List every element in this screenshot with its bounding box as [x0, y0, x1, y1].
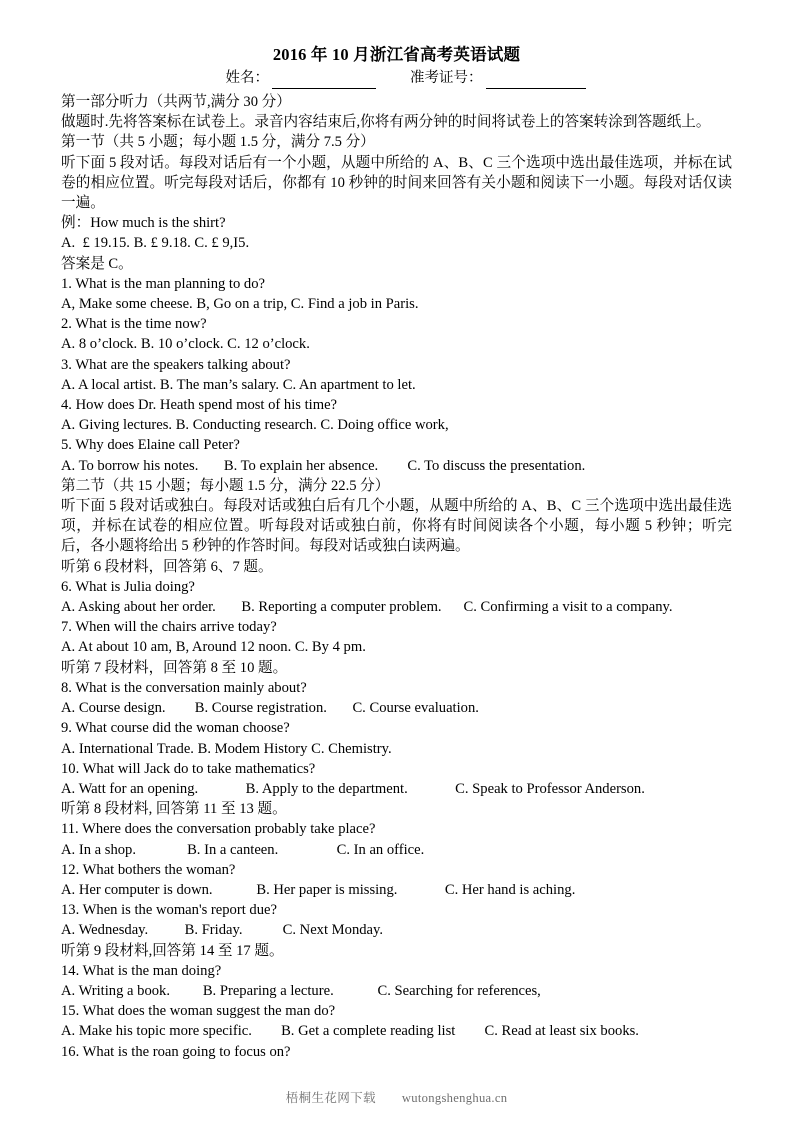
question-7-options: A. At about 10 am, B, Around 12 noon. C. By 4 pm. — [61, 639, 366, 656]
student-id-row — [61, 68, 732, 89]
question-14: 14. What is the man doing? — [61, 962, 222, 979]
question-1-options: A, Make some cheese. B, Go on a trip, C. Find a job in Paris. — [61, 296, 419, 313]
question-10: 10. What will Jack do to take mathematics? — [61, 760, 316, 777]
question-1: 1. What is the man planning to do? — [61, 275, 266, 292]
question-13: 13. When is the woman's report due? — [61, 902, 277, 919]
material-6-note: 听第 6 段材料，回答第 6、7 题。 — [61, 558, 273, 575]
question-4-options: A. Giving lectures. B. Conducting research. C. Doing office work, — [61, 417, 449, 434]
question-8: 8. What is the conversation mainly about? — [61, 679, 307, 696]
question-9-options: A. International Trade. B. Modem History C. Chemistry. — [61, 740, 392, 757]
question-8-options: A. Course design. B. Course registration. C. Course evaluation. — [61, 700, 479, 717]
question-3-options: A. A local artist. B. The man’s salary. C. An apartment to let. — [61, 376, 416, 393]
question-4: 4. How does Dr. Heath spend most of his time? — [61, 397, 338, 414]
material-8-note: 听第 8 段材料, 回答第 11 至 13 题。 — [61, 801, 287, 818]
question-11: 11. Where does the conversation probably take place? — [61, 821, 376, 838]
question-16: 16. What is the roan going to focus on? — [61, 1043, 291, 1060]
footer-site-url: wutongshenghua.cn — [401, 1091, 508, 1105]
question-15-options: A. Make his topic more specific. B. Get a complete reading list C. Read at least six books. — [61, 1023, 639, 1040]
example-answer: 答案是 C。 — [61, 255, 133, 272]
question-14-options: A. Writing a book. B. Preparing a lecture. C. Searching for references, — [61, 982, 541, 999]
question-5-options: A. To borrow his notes. B. To explain her absence. C. To discuss the presentation. — [61, 457, 586, 474]
name-field — [226, 68, 377, 89]
question-11-options: A. In a shop. B. In a canteen. C. In an office. — [61, 841, 425, 858]
exam-number-field — [410, 68, 586, 89]
question-3: 3. What are the speakers talking about? — [61, 356, 291, 373]
exam-number-field-label: 准考证号： — [410, 70, 483, 86]
material-7-note: 听第 7 段材料，回答第 8 至 10 题。 — [61, 659, 288, 676]
section2-instruction: 听下面 5 段对话或独白。每段对话或独白后有几个小题，从题中所给的 A、B、C 三个选项中选出最佳选项，并标在试卷的相应位置。听每段对话或独白前，你将有时间阅读各个小题，每小题 5 秒钟；听完后，各小题将给出 5 秒钟的作答时间。每段对话或独白读两遍。 — [61, 498, 732, 555]
question-6: 6. What is Julia doing? — [61, 578, 195, 595]
question-9: 9. What course did the woman choose? — [61, 720, 290, 737]
question-6-options: A. Asking about her order. B. Reporting a computer problem. C. Confirming a visit to a company. — [61, 599, 673, 616]
question-2-options: A. 8 o’clock. B. 10 o’clock. C. 12 o’clock. — [61, 336, 310, 353]
material-9-note: 听第 9 段材料,回答第 14 至 17 题。 — [61, 942, 284, 959]
page-footer — [0, 1087, 793, 1106]
question-15: 15. What does the woman suggest the man do? — [61, 1003, 336, 1020]
example-question: 例：How much is the shirt? — [61, 215, 226, 232]
section1-heading: 第一节（共 5 小题；每小题 1.5 分，满分 7.5 分） — [61, 134, 375, 151]
exam-number-field-blank[interactable] — [486, 74, 586, 89]
section2-heading: 第二节（共 15 小题；每小题 1.5 分，满分 22.5 分） — [61, 477, 390, 494]
name-field-label: 姓名： — [225, 70, 269, 86]
page-title: 2016 年 10 月浙江省高考英语试题 — [272, 45, 521, 64]
question-13-options: A. Wednesday. B. Friday. C. Next Monday. — [61, 922, 384, 939]
question-12: 12. What bothers the woman? — [61, 861, 236, 878]
example-options: A. £ 19.15. B. £ 9.18. C. £ 9,I5. — [61, 235, 250, 252]
question-2: 2. What is the time now? — [61, 316, 207, 333]
footer-site-name: 梧桐生花网下载 — [285, 1091, 376, 1105]
part1-instruction: 做题时.先将答案标在试卷上。录音内容结束后,你将有两分钟的时间将试卷上的答案转涂到答题纸上。 — [61, 114, 711, 131]
question-7: 7. When will the chairs arrive today? — [61, 619, 277, 636]
question-5: 5. Why does Elaine call Peter? — [61, 437, 240, 454]
section1-instruction: 听下面 5 段对话。每段对话后有一个小题，从题中所给的 A、B、C 三个选项中选出最佳选项，并标在试卷的相应位置。听完每段对话后，你都有 10 秒钟的时间来回答有关小题和阅读下一小题。每段对话仅读一遍。 — [61, 154, 732, 212]
question-10-options: A. Watt for an opening. B. Apply to the department. C. Speak to Professor Anderson. — [61, 780, 645, 797]
question-12-options: A. Her computer is down. B. Her paper is missing. C. Her hand is aching. — [61, 881, 576, 898]
name-field-blank[interactable] — [272, 74, 376, 89]
part1-heading: 第一部分听力（共两节,满分 30 分） — [61, 94, 291, 110]
